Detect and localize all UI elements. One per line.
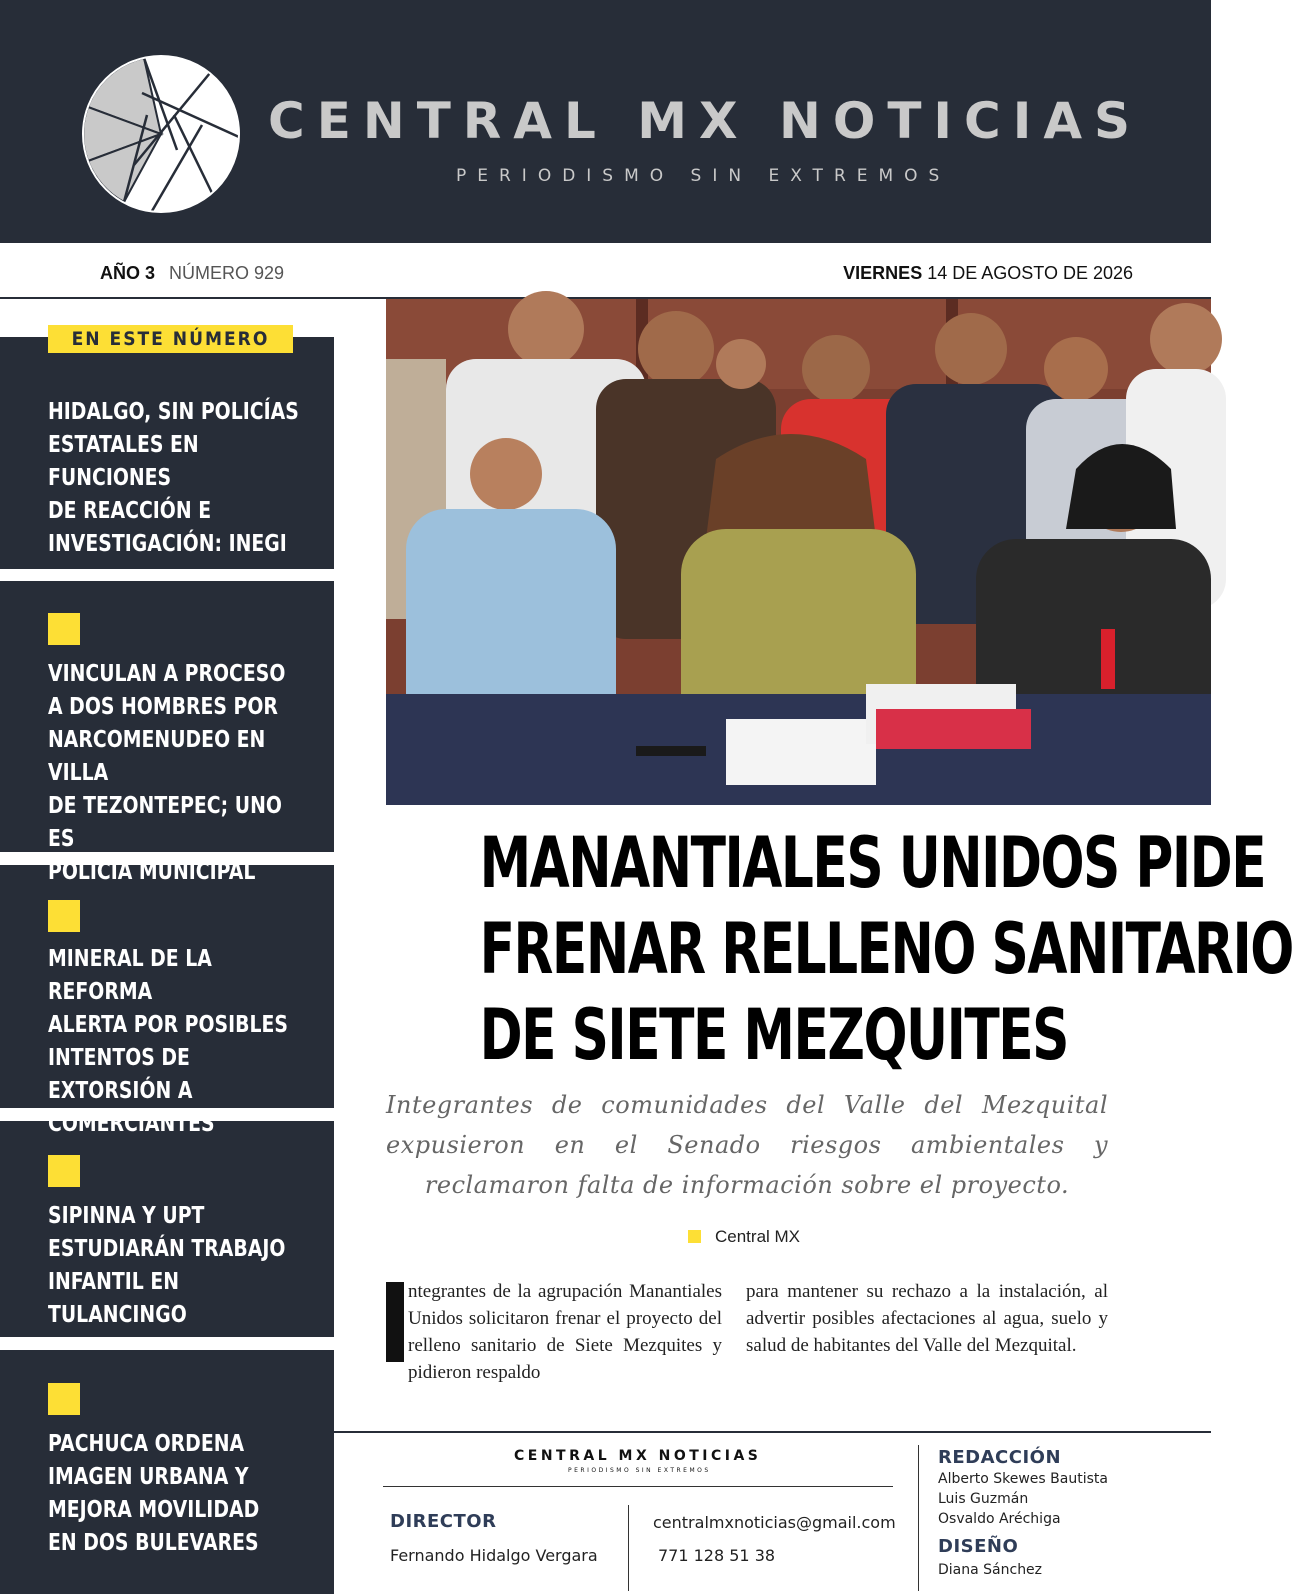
redaccion-label: REDACCIÓN — [938, 1447, 1062, 1468]
footer-rule — [334, 1431, 1211, 1433]
issue-date-text: 14 DE AGOSTO DE 2026 — [927, 263, 1133, 283]
director-name: Fernando Hidalgo Vergara — [390, 1546, 598, 1565]
issue-number: NÚMERO 929 — [169, 263, 285, 283]
footer-divider — [383, 1486, 893, 1487]
yellow-square-icon — [48, 1383, 80, 1415]
in-this-issue-label: EN ESTE NÚMERO — [48, 325, 293, 353]
sidebar-headline-5[interactable]: PACHUCA ORDENA IMAGEN URBANA Y MEJORA MOVILIDAD EN DOS BULEVARES — [48, 1431, 260, 1556]
masthead-tagline: PERIODISMO SIN EXTREMOS — [456, 166, 951, 186]
article-column-2: para mantener su rechazo a la instalación, al advertir posibles afectaciones al agua, suelo y salud de habitantes del Valle del Mezquital. — [746, 1281, 1108, 1356]
drop-cap-i-icon — [386, 1282, 404, 1362]
issue-date — [843, 263, 1133, 284]
issue-weekday: VIERNES — [843, 263, 923, 283]
redaccion-name: Luis Guzmán — [938, 1491, 1029, 1507]
byline-text: Central MX — [715, 1227, 801, 1246]
issue-year: AÑO 3 — [100, 263, 156, 283]
sidebar-headline-4[interactable]: SIPINNA Y UPT ESTUDIARÁN TRABAJO INFANTIL EN TULANCINGO — [48, 1203, 286, 1328]
article-column-1: ntegrantes de la agrupación Manantiales Unidos solicitaron frenar el proyecto del relleno sanitario de Siete Mezquites y pidieron respaldo — [386, 1278, 722, 1386]
article-byline — [688, 1227, 800, 1247]
yellow-square-icon — [48, 1155, 80, 1187]
article-headline: MANANTIALES UNIDOS PIDE FRENAR RELLENO SANITARIO DE SIETE MEZQUITES — [479, 822, 1293, 1076]
issue-bar — [0, 243, 1211, 299]
press-conference-photo-illustration — [386, 299, 1211, 805]
director-label: DIRECTOR — [390, 1511, 497, 1532]
sidebar-headline-3[interactable]: MINERAL DE LA REFORMA ALERTA POR POSIBLES INTENTOS DE EXTORSIÓN A COMERCIANTES — [48, 946, 289, 1137]
diseno-label: DISEÑO — [938, 1536, 1019, 1557]
footer-divider — [628, 1505, 629, 1591]
diseno-name: Diana Sánchez — [938, 1562, 1043, 1578]
article-deck: Integrantes de comunidades del Valle del Mezquital expusieron en el Senado riesgos ambientales y reclamaron falta de información sobre el proyecto. — [386, 1091, 1108, 1199]
sidebar-headline-2[interactable]: VINCULAN A PROCESO A DOS HOMBRES POR NARCOMENUDEO EN VILLA DE TEZONTEPEC; UNO ES POLICÍA MUNICIPAL — [48, 661, 286, 885]
masthead-brand: CENTRAL MX NOTICIAS — [268, 92, 1143, 150]
yellow-square-icon — [688, 1230, 701, 1243]
yellow-square-icon — [48, 613, 80, 645]
redaccion-name: Alberto Skewes Bautista — [938, 1471, 1108, 1487]
footer-brand: CENTRAL MX NOTICIAS — [514, 1448, 762, 1464]
camera-aperture-logo-icon — [82, 55, 240, 213]
contact-email[interactable]: centralmxnoticias@gmail.com — [653, 1513, 896, 1532]
issue-info — [100, 263, 284, 284]
yellow-square-icon — [48, 900, 80, 932]
sidebar-headline-1[interactable]: HIDALGO, SIN POLICÍAS ESTATALES EN FUNCIONES DE REACCIÓN E INVESTIGACIÓN: INEGI — [48, 399, 299, 557]
footer-tagline: PERIODISMO SIN EXTREMOS — [568, 1467, 711, 1474]
lead-photo — [386, 299, 1211, 805]
redaccion-name: Osvaldo Aréchiga — [938, 1511, 1061, 1527]
contact-phone[interactable]: 771 128 51 38 — [658, 1546, 776, 1565]
masthead — [0, 0, 1211, 243]
footer-divider — [918, 1445, 919, 1591]
